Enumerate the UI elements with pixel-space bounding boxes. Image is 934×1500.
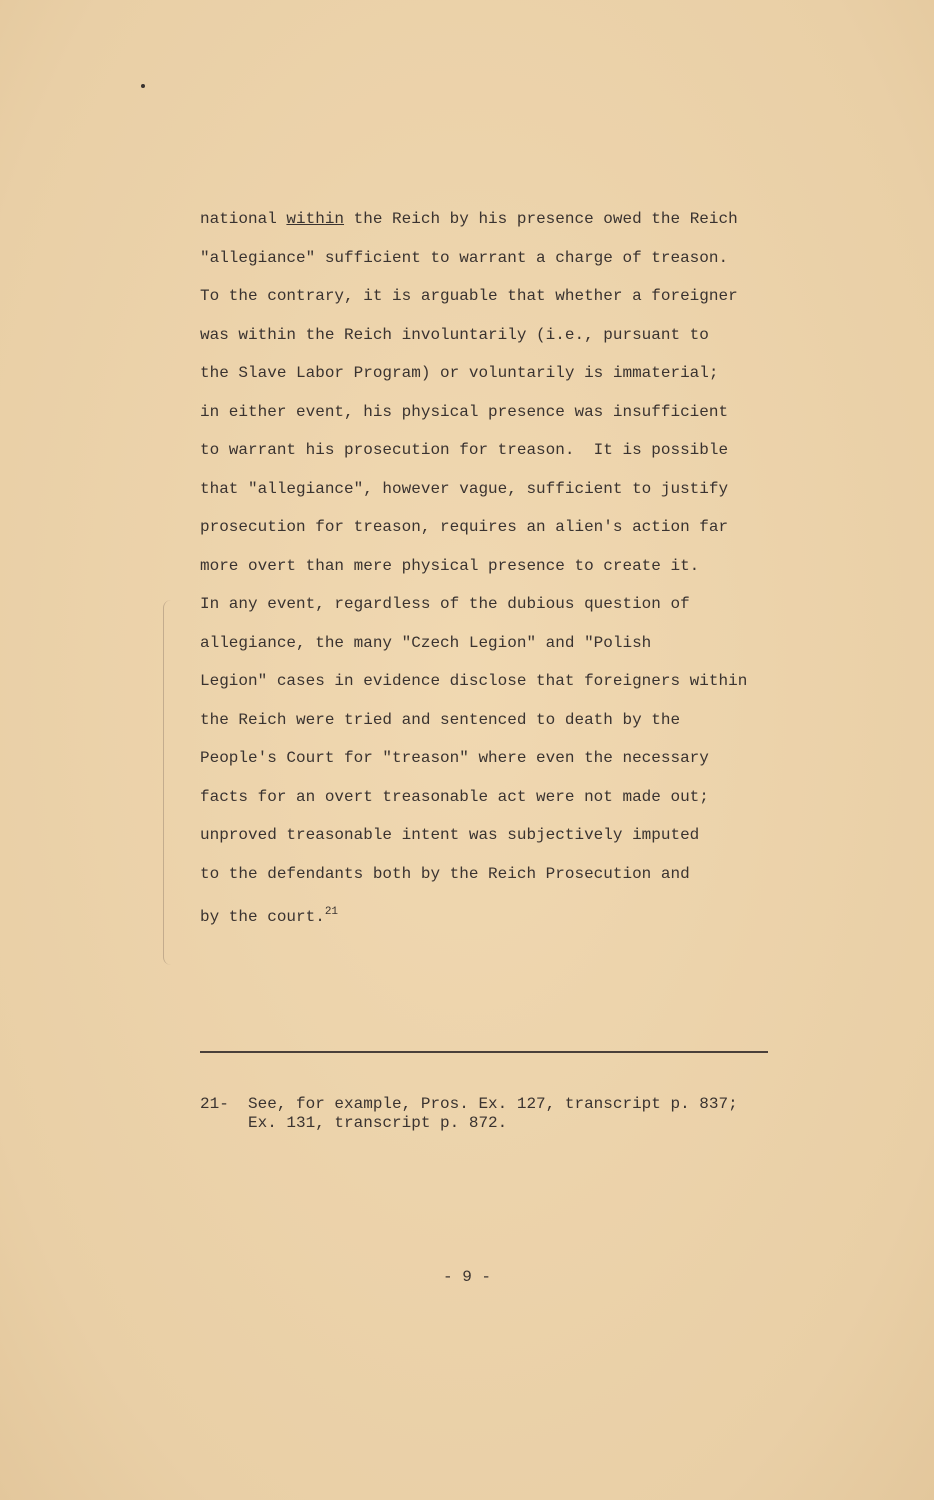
body-line bbox=[200, 516, 820, 555]
body-line bbox=[200, 555, 820, 594]
line-text: to the defendants both by the Reich Prosecution and bbox=[200, 864, 690, 883]
line-text: more overt than mere physical presence to create it. bbox=[200, 556, 700, 575]
body-line bbox=[200, 670, 820, 709]
footnote-reference: 21 bbox=[324, 906, 339, 918]
body-line bbox=[200, 747, 820, 786]
line-text: To the contrary, it is arguable that whether a foreigner bbox=[200, 287, 738, 305]
line-text: national bbox=[200, 210, 287, 228]
ink-speck bbox=[141, 84, 145, 88]
line-text: Legion" cases in evidence disclose that foreigners within bbox=[200, 672, 748, 690]
underlined-word: within bbox=[286, 210, 345, 228]
line-text: prosecution for treason, requires an alien's action far bbox=[200, 518, 729, 536]
body-line bbox=[200, 786, 820, 825]
line-text: the Slave Labor Program) or voluntarily is immaterial; bbox=[200, 364, 719, 382]
line-text: by the court. bbox=[200, 908, 325, 926]
body-line bbox=[200, 439, 820, 478]
body-line bbox=[200, 208, 820, 247]
body-line bbox=[200, 247, 820, 286]
line-text: in either event, his physical presence was insufficient bbox=[200, 402, 729, 421]
line-text: to warrant his prosecution for treason. It is possible bbox=[200, 441, 729, 459]
line-text: In any event, regardless of the dubious question of bbox=[200, 595, 690, 613]
footnote-line-1: 21- See, for example, Pros. Ex. 127, transcript p. 837; bbox=[200, 1095, 738, 1113]
body-line bbox=[200, 709, 820, 748]
margin-pencil-mark bbox=[163, 600, 178, 965]
body-line bbox=[200, 478, 820, 517]
body-text bbox=[200, 208, 820, 940]
body-line bbox=[200, 632, 820, 671]
footnote-line-2: Ex. 131, transcript p. 872. bbox=[200, 1114, 508, 1132]
body-line bbox=[200, 401, 820, 440]
line-text: "allegiance" sufficient to warrant a charge of treason. bbox=[200, 248, 729, 267]
body-line bbox=[200, 324, 820, 363]
footnote bbox=[200, 1095, 738, 1133]
body-line bbox=[200, 285, 820, 324]
line-text: People's Court for "treason" where even the necessary bbox=[200, 749, 709, 767]
line-text: facts for an overt treasonable act were not made out; bbox=[200, 787, 709, 806]
body-line bbox=[200, 901, 820, 940]
body-line bbox=[200, 362, 820, 401]
line-text: was within the Reich involuntarily (i.e., pursuant to bbox=[200, 325, 709, 344]
footnote-separator bbox=[200, 1051, 768, 1053]
body-line bbox=[200, 863, 820, 902]
line-text: the Reich were tried and sentenced to death by the bbox=[200, 710, 681, 729]
line-text: that "allegiance", however vague, sufficient to justify bbox=[200, 479, 729, 498]
page-number: - 9 - bbox=[442, 1268, 491, 1286]
body-line bbox=[200, 824, 820, 863]
line-text: the Reich by his presence owed the Reich bbox=[344, 210, 738, 228]
line-text: allegiance, the many "Czech Legion" and "Polish bbox=[200, 633, 652, 652]
line-text: unproved treasonable intent was subjectively imputed bbox=[200, 826, 700, 844]
body-line bbox=[200, 593, 820, 632]
